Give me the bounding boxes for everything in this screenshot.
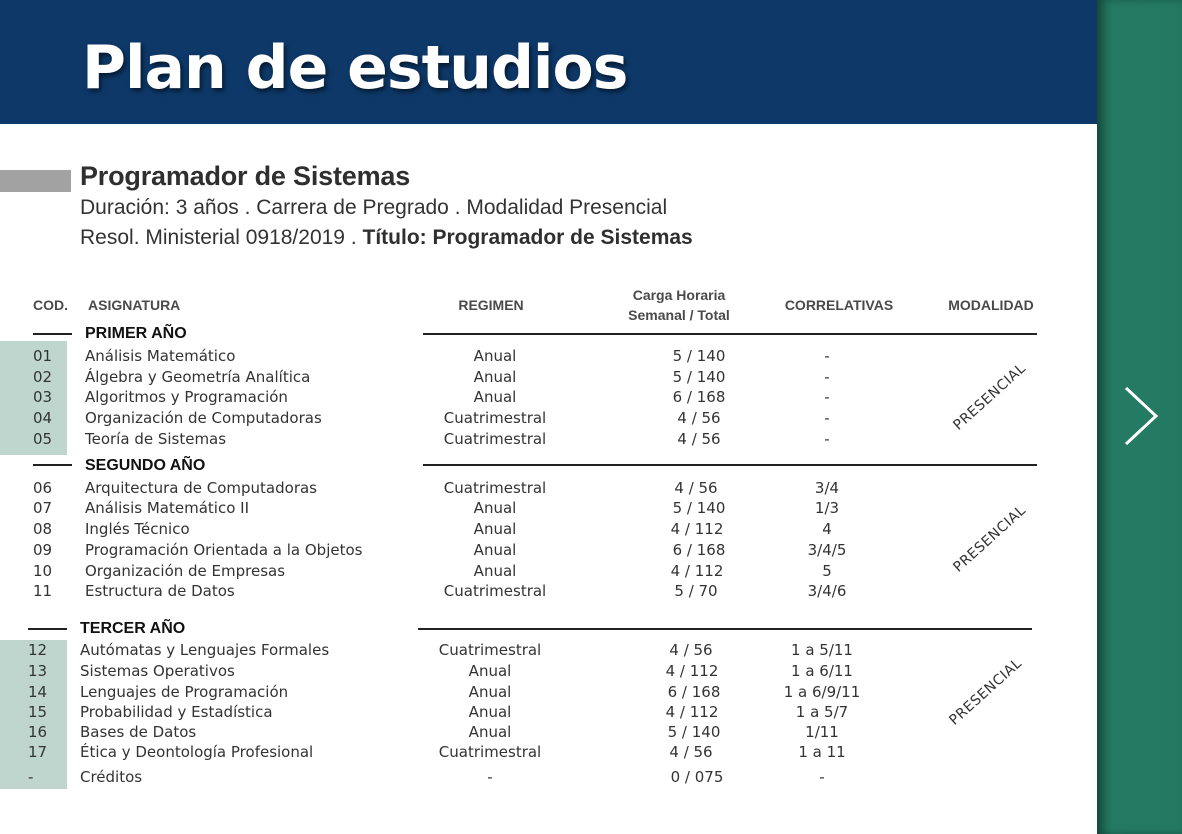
cell-regimen: Anual [468, 662, 512, 680]
table-row [0, 387, 1097, 407]
year-rule [418, 628, 1032, 630]
cell-correlativas: 3/4 [814, 479, 840, 497]
cell-carga: 4 / 56 [669, 641, 713, 659]
year-dash [33, 333, 72, 335]
cell-asignatura: Algoritmos y Programación [85, 388, 288, 406]
cell-correlativas: - [819, 768, 825, 786]
header-correlativas: CORRELATIVAS [784, 297, 894, 313]
table-row [0, 702, 1097, 722]
cell-cod: 14 [28, 683, 48, 701]
cell-carga: 5 / 70 [674, 582, 718, 600]
cell-regimen: Cuatrimestral [443, 409, 547, 427]
table-row [0, 408, 1097, 428]
cell-regimen: - [487, 768, 493, 786]
cell-asignatura: Bases de Datos [80, 723, 197, 741]
cell-carga: 5 / 140 [667, 723, 721, 741]
cell-correlativas: 3/4/6 [807, 582, 847, 600]
table-row [0, 742, 1097, 762]
cell-cod: 01 [33, 347, 53, 365]
cell-cod: 12 [28, 641, 48, 659]
cell-correlativas: 1/11 [805, 723, 839, 741]
program-duration-line: Duración: 3 años . Carrera de Pregrado . Modalidad Presencial [80, 196, 668, 219]
header-carga-1: Carga Horaria [632, 287, 726, 303]
cell-asignatura: Organización de Computadoras [85, 409, 322, 427]
cell-regimen: Anual [473, 347, 517, 365]
cell-cod: 02 [33, 368, 53, 386]
year-dash [33, 464, 72, 466]
cell-carga: 4 / 112 [670, 520, 724, 538]
table-row [0, 519, 1097, 539]
cell-asignatura: Organización de Empresas [85, 562, 286, 580]
cell-correlativas: 4 [822, 520, 832, 538]
cell-carga: 5 / 140 [672, 499, 726, 517]
cell-carga: 4 / 112 [665, 703, 719, 721]
cell-carga: 6 / 168 [672, 541, 726, 559]
cell-correlativas: 1 a 6/9/11 [783, 683, 861, 701]
cell-cod: 17 [28, 743, 48, 761]
cell-regimen: Cuatrimestral [443, 430, 547, 448]
cell-asignatura: Análisis Matemático [85, 347, 236, 365]
cell-cod: 06 [33, 479, 53, 497]
cell-regimen: Anual [468, 723, 512, 741]
modalidad-label-tercer: PRESENCIAL [946, 655, 1026, 729]
degree-title: Título: Programador de Sistemas [362, 226, 693, 249]
table-row [0, 429, 1097, 449]
cell-regimen: Anual [473, 541, 517, 559]
cell-correlativas: - [824, 347, 830, 365]
modalidad-label-segundo: PRESENCIAL [950, 502, 1030, 576]
cell-asignatura: Arquitectura de Computadoras [85, 479, 317, 497]
cell-regimen: Cuatrimestral [438, 641, 542, 659]
cell-cod: 10 [33, 562, 53, 580]
cell-cod: 16 [28, 723, 48, 741]
year-title-primer: PRIMER AÑO [85, 325, 187, 342]
cell-carga: 4 / 56 [677, 430, 721, 448]
table-row [0, 682, 1097, 702]
cell-correlativas: - [824, 409, 830, 427]
cell-carga: 5 / 140 [672, 347, 726, 365]
table-row [0, 367, 1097, 387]
cell-carga: 0 / 075 [670, 768, 724, 786]
cell-carga: 4 / 112 [670, 562, 724, 580]
header-band [0, 0, 1097, 124]
table-row [0, 478, 1097, 498]
year-title-tercer: TERCER AÑO [80, 620, 186, 637]
modalidad-label-primer: PRESENCIAL [950, 360, 1030, 434]
resolution-text: Resol. Ministerial 0918/2019 . [80, 226, 363, 249]
cell-correlativas: - [824, 368, 830, 386]
cell-asignatura: Programación Orientada a la Objetos [85, 541, 363, 559]
cell-regimen: Anual [468, 703, 512, 721]
header-carga-2: Semanal / Total [628, 307, 730, 323]
cell-cod: 15 [28, 703, 48, 721]
cell-regimen: Anual [473, 368, 517, 386]
cell-cod: 08 [33, 520, 53, 538]
cell-correlativas: 1 a 11 [798, 743, 846, 761]
cell-correlativas: - [824, 388, 830, 406]
cell-cod: 07 [33, 499, 53, 517]
cell-asignatura: Ética y Deontología Profesional [80, 743, 314, 761]
cell-carga: 5 / 140 [672, 368, 726, 386]
cell-correlativas: 3/4/5 [807, 541, 847, 559]
cell-regimen: Anual [468, 683, 512, 701]
cell-carga: 6 / 168 [667, 683, 721, 701]
cell-asignatura: Probabilidad y Estadística [80, 703, 273, 721]
cell-regimen: Cuatrimestral [443, 582, 547, 600]
header-cod: COD. [33, 297, 68, 313]
cell-cod: 04 [33, 409, 53, 427]
chevron-right-icon[interactable] [1120, 384, 1164, 448]
cell-asignatura: Créditos [80, 768, 143, 786]
table-row [0, 640, 1097, 660]
table-row [0, 540, 1097, 560]
table-row [0, 661, 1097, 681]
cell-cod: 03 [33, 388, 53, 406]
cell-correlativas: 5 [822, 562, 832, 580]
cell-correlativas: 1/3 [814, 499, 840, 517]
table-row [0, 498, 1097, 518]
cell-asignatura: Lenguajes de Programación [80, 683, 289, 701]
cell-cod: 13 [28, 662, 48, 680]
cell-asignatura: Teoría de Sistemas [85, 430, 227, 448]
cell-carga: 4 / 56 [674, 479, 718, 497]
table-row [0, 346, 1097, 366]
cell-asignatura: Autómatas y Lenguajes Formales [80, 641, 330, 659]
cell-asignatura: Álgebra y Geometría Analítica [85, 368, 311, 386]
year-dash [28, 628, 67, 630]
cell-asignatura: Inglés Técnico [85, 520, 190, 538]
table-row [0, 767, 1097, 787]
cell-asignatura: Sistemas Operativos [80, 662, 235, 680]
table-row [0, 722, 1097, 742]
program-name: Programador de Sistemas [80, 161, 411, 191]
header-modalidad: MODALIDAD [948, 297, 1034, 313]
cell-regimen: Cuatrimestral [438, 743, 542, 761]
cell-asignatura: Estructura de Datos [85, 582, 235, 600]
header-regimen: REGIMEN [458, 297, 524, 313]
program-resolution-line [80, 226, 693, 250]
table-row [0, 581, 1097, 601]
cell-regimen: Anual [473, 562, 517, 580]
year-title-segundo: SEGUNDO AÑO [85, 457, 206, 474]
cell-cod: 09 [33, 541, 53, 559]
cell-correlativas: 1 a 5/7 [795, 703, 849, 721]
cell-correlativas: 1 a 5/11 [791, 641, 853, 659]
cell-regimen: Cuatrimestral [443, 479, 547, 497]
cell-asignatura: Análisis Matemático II [85, 499, 249, 517]
cell-carga: 4 / 56 [669, 743, 713, 761]
header-asignatura: ASIGNATURA [88, 297, 181, 313]
cell-carga: 6 / 168 [672, 388, 726, 406]
cell-carga: 4 / 56 [677, 409, 721, 427]
table-row [0, 561, 1097, 581]
decorative-bar [0, 170, 71, 192]
cell-cod: - [28, 768, 34, 786]
cell-correlativas: 1 a 6/11 [791, 662, 853, 680]
cell-regimen: Anual [473, 499, 517, 517]
cell-cod: 11 [33, 582, 53, 600]
cell-regimen: Anual [473, 388, 517, 406]
page-title: Plan de estudios [82, 33, 628, 103]
cell-cod: 05 [33, 430, 53, 448]
cell-correlativas: - [824, 430, 830, 448]
cell-carga: 4 / 112 [665, 662, 719, 680]
year-rule [423, 333, 1037, 335]
year-rule [423, 464, 1037, 466]
cell-regimen: Anual [473, 520, 517, 538]
